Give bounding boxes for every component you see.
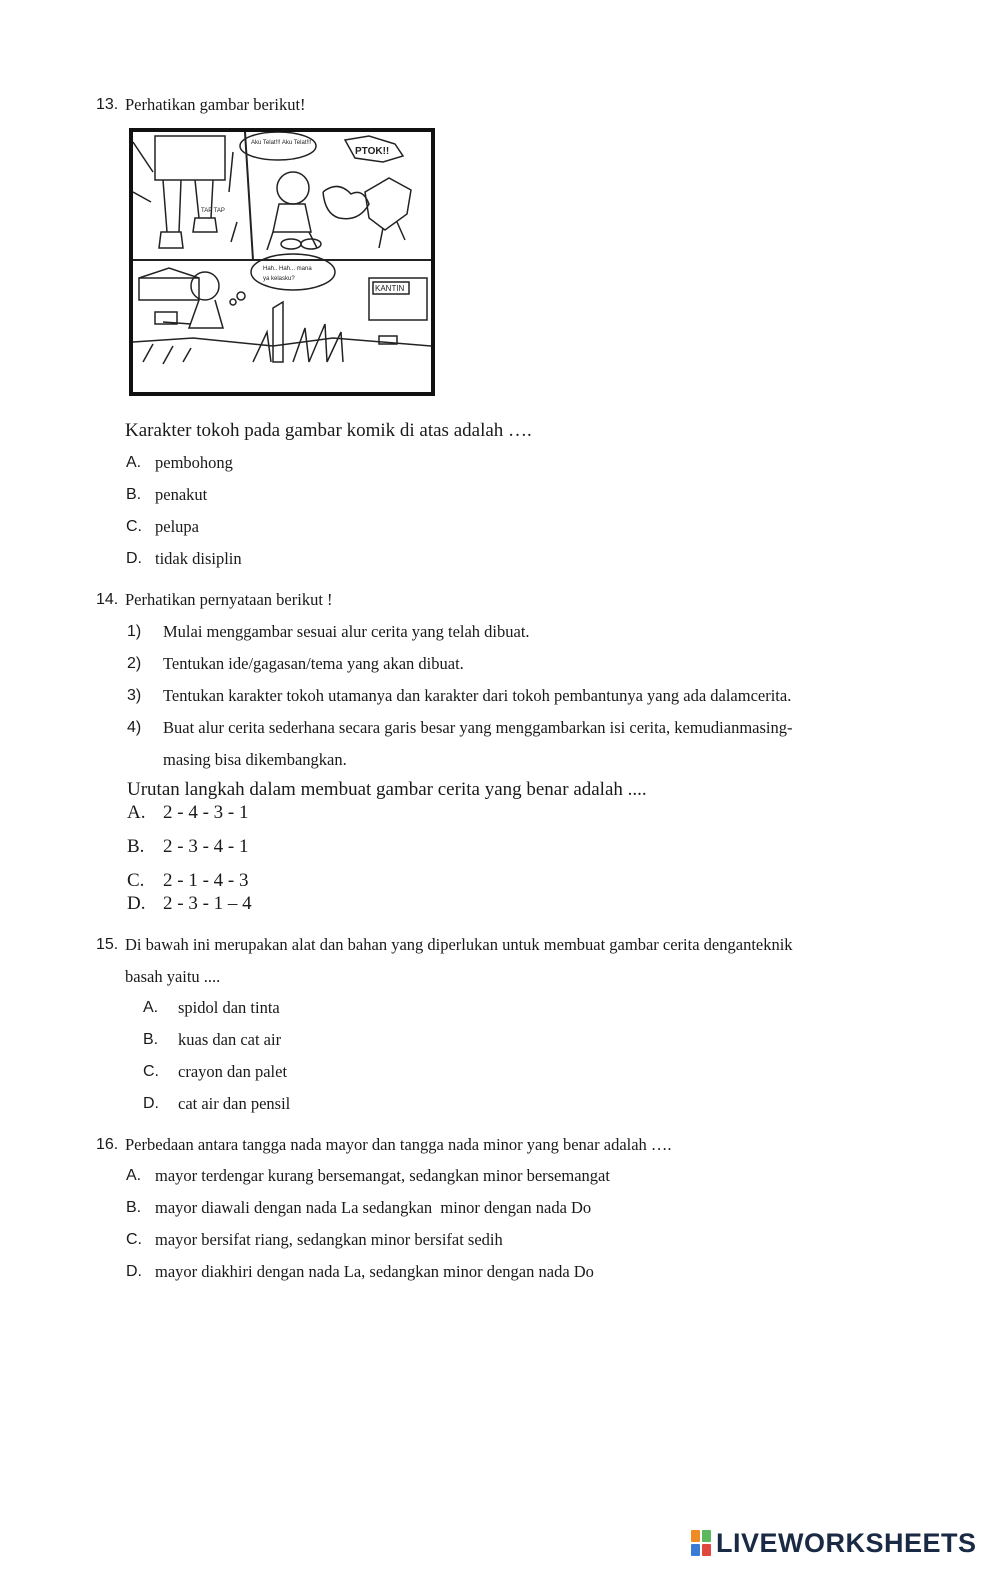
q14-statement-1-label: 1) [127,623,142,640]
q13-option-c-label: C. [126,518,142,535]
q16-number: 16. [96,1136,119,1153]
comic-sfx-ptok: PTOK!! [355,146,390,157]
q16-prompt: Perbedaan antara tangga nada mayor dan tangga nada minor yang benar adalah …. [125,1135,672,1154]
panel1-legs [133,136,237,248]
q13-option-a-label: A. [126,454,142,471]
q14-statement-1: Mulai menggambar sesuai alur cerita yang telah dibuat. [163,622,530,641]
q14-statement-2: Tentukan ide/gagasan/tema yang akan dibuat. [163,654,464,673]
q13-number: 13. [96,96,119,113]
q14-option-d[interactable]: 2 - 3 - 1 – 4 [163,893,252,914]
q13-prompt: Perhatikan gambar berikut! [125,95,306,114]
q13-option-c[interactable]: pelupa [155,517,199,536]
q14-option-d-label: D. [127,893,146,914]
q14-question: Urutan langkah dalam membuat gambar cerita yang benar adalah .... [127,779,647,800]
q14-option-a-label: A. [127,802,146,823]
comic-drawing [133,132,431,392]
q14-option-a[interactable]: 2 - 4 - 3 - 1 [163,802,249,823]
q13-option-a[interactable]: pembohong [155,453,233,472]
comic-sign-kantin: KANTIN [375,284,405,293]
q16-option-d-label: D. [126,1263,142,1280]
q14-number: 14. [96,591,119,608]
liveworksheets-brand: LIVEWORKSHEETS [716,1527,977,1558]
q13-option-d[interactable]: tidak disiplin [155,549,242,568]
comic-bubble-2b: ya kelasku? [263,276,295,282]
q15-option-d[interactable]: cat air dan pensil [178,1094,291,1113]
q15-option-c[interactable]: crayon dan palet [178,1062,288,1081]
q16-option-c[interactable]: mayor bersifat riang, sedangkan minor bersifat sedih [155,1230,503,1249]
q14-statement-4-cont: masing bisa dikembangkan. [163,750,347,769]
q16-option-a[interactable]: mayor terdengar kurang bersemangat, sedangkan minor bersemangat [155,1166,610,1185]
q15-number: 15. [96,936,119,953]
q13-option-b[interactable]: penakut [155,485,208,504]
q15-prompt-line1: Di bawah ini merupakan alat dan bahan yang diperlukan untuk membuat gambar cerita denganteknik [125,935,793,954]
q14-option-c-label: C. [127,870,145,891]
q15-option-c-label: C. [143,1063,159,1080]
q15-option-a[interactable]: spidol dan tinta [178,998,280,1017]
comic-bubble-1: Aku Telat!!! Aku Telat!!! [251,140,312,146]
q13-option-b-label: B. [126,486,142,503]
comic-image [129,128,435,396]
q16-option-b[interactable]: mayor diawali dengan nada La sedangkan minor dengan nada Do [155,1198,592,1217]
q14-option-c[interactable]: 2 - 1 - 4 - 3 [163,870,249,891]
q15-option-b[interactable]: kuas dan cat air [178,1030,282,1049]
q14-prompt: Perhatikan pernyataan berikut ! [125,590,333,609]
q14-option-b-label: B. [127,836,145,857]
liveworksheets-logo[interactable] [690,1526,977,1560]
q16-option-d[interactable]: mayor diakhiri dengan nada La, sedangkan minor dengan nada Do [155,1262,594,1281]
q15-option-a-label: A. [143,999,159,1016]
q14-statement-4: Buat alur cerita sederhana secara garis besar yang menggambarkan isi cerita, kemudianmasing- [163,718,793,737]
q16-option-b-label: B. [126,1199,142,1216]
q16-option-a-label: A. [126,1167,142,1184]
q15-prompt-line2: basah yaitu .... [125,967,221,986]
q16-option-c-label: C. [126,1231,142,1248]
q14-statement-3: Tentukan karakter tokoh utamanya dan karakter dari tokoh pembantunya yang ada dalamcerita. [163,686,792,705]
q15-option-d-label: D. [143,1095,159,1112]
liveworksheets-mark-icon [690,1528,712,1558]
comic-bubble-2a: Hah.. Hah... mana [263,266,312,272]
q14-statement-2-label: 2) [127,655,142,672]
q14-option-b[interactable]: 2 - 3 - 4 - 1 [163,836,249,857]
q13-question: Karakter tokoh pada gambar komik di atas adalah …. [125,420,532,441]
comic-sfx-tap: TAP TAP [201,208,225,214]
q14-statement-4-label: 4) [127,719,142,736]
q15-option-b-label: B. [143,1031,159,1048]
q14-statement-3-label: 3) [127,687,142,704]
q13-option-d-label: D. [126,550,142,567]
